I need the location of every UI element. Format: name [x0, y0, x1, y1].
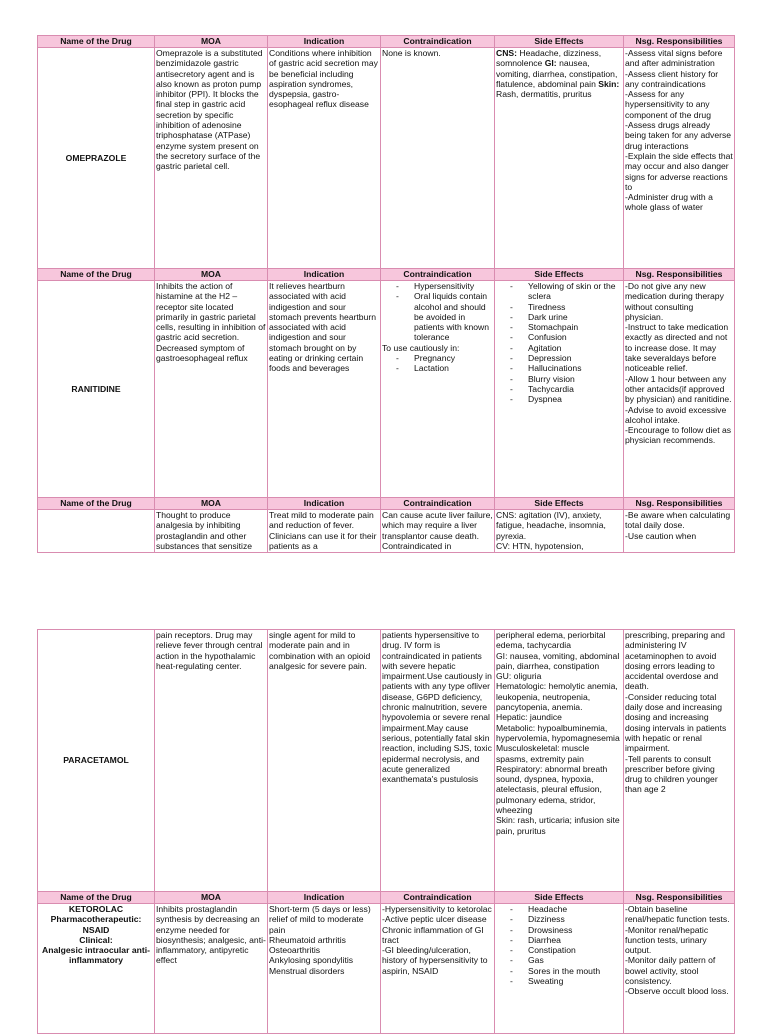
list-item: - Drowsiness: [496, 925, 622, 935]
list-item: - Gas: [496, 955, 622, 965]
moa-cell: Inhibits the action of histamine at the H2 – receptor site located primarily in gastric parietal cells, resulting in inhibition of gastric acid secretion. Decreased symptom of gastroesophageal reflux: [155, 281, 268, 498]
page-1: [37, 35, 734, 553]
header-side-effects: Side Effects: [495, 498, 624, 510]
side-effects-cell: [495, 48, 624, 269]
gi-text: nausea, vomiting, diarrhea, constipation, flatulence, abdominal pain: [496, 58, 618, 89]
header-nsg: Nsg. Responsibilities: [624, 892, 735, 904]
header-row: [38, 36, 735, 48]
side-effects-cell: peripheral edema, periorbital edema, tachycardia GI: nausea, vomiting, abdominal pain, diarrhea, constipation GU: oliguria Hematologic: hemolytic anemia, leukopenia, neutropenia, pancytopenia, anemia. Hepatic: jaundice Metabolic: hypoalbuminemia, hypervolemia, hypomagnesemia Musculoskeletal: muscle spasms, extremity pain Respiratory: abnormal breath sound, dyspnea, hypoxia, atelectasis, pleural effusion, pulmonary edema, stridor, wheezing Skin: rash, urticaria; infusion site pain, pruritus: [495, 630, 624, 892]
header-moa: MOA: [155, 269, 268, 281]
contra-list: [382, 281, 493, 343]
header-indication: Indication: [268, 36, 381, 48]
header-moa: MOA: [155, 36, 268, 48]
indication-cell: Short-term (5 days or less) relief of mild to moderate pain Rheumatoid arthritis Osteoarthritis Ankylosing spondylitis Menstrual disorders: [268, 904, 381, 1034]
table-row-paracetamol-part1: [38, 510, 735, 553]
drug-name-empty: [38, 510, 155, 553]
list-item: - Dark urine: [496, 312, 622, 322]
moa-cell: Inhibits prostaglandin synthesis by decreasing an enzyme needed for biosynthesis; analgesic, anti-inflammatory, antipyretic effect: [155, 904, 268, 1034]
drug-table-page-1: [37, 35, 735, 553]
header-row: [38, 892, 735, 904]
header-name: Name of the Drug: [38, 892, 155, 904]
contraindication-cell: [381, 281, 495, 498]
moa-cell: Omeprazole is a substituted benzimidazole gastric antisecretory agent and is also known as proton pump inhibitor (PPI). It blocks the final step in gastric acid secretion by specific inhibition of adenosine triphosphatase (ATPase) enzyme system present on the secretory surface of the gastric parietal cell.: [155, 48, 268, 269]
list-item: - Blurry vision: [496, 374, 622, 384]
cns-text: Headache, dizziness, somnolence: [496, 48, 602, 69]
page-2: [37, 629, 734, 1034]
list-item: - Oral liquids contain alcohol and should be avoided in patients with known tolerance: [382, 291, 493, 342]
header-name: Name of the Drug: [38, 36, 155, 48]
cns-label: CNS:: [496, 48, 518, 58]
list-item: - Stomachpain: [496, 322, 622, 332]
skin-label: Skin:: [598, 78, 620, 89]
list-item: - Confusion: [496, 332, 622, 342]
contraindication-cell: Can cause acute liver failure, which may require a liver transplantor cause death. Contraindicated in: [382, 510, 493, 551]
list-item: - Dyspnea: [496, 394, 622, 404]
header-nsg: Nsg. Responsibilities: [624, 36, 735, 48]
list-item: - Tachycardia: [496, 384, 622, 394]
header-indication: Indication: [268, 498, 381, 510]
contraindication-cell: None is known.: [381, 48, 495, 269]
header-row: [38, 498, 735, 510]
side-effects-list: [496, 281, 622, 405]
nsg-cell: -Assess vital signs before and after administration -Assess client history for any contraindications -Assess for any hypersensitivity to any component of the drug -Assess drugs already being taken for any adverse drug interactions -Explain the side effects that may occur and also danger signs for adverse reactions to -Administer drug with a whole glass of water: [624, 48, 735, 269]
table-row-ranitidine: [38, 281, 735, 498]
header-name: Name of the Drug: [38, 498, 155, 510]
indication-cell: It relieves heartburn associated with acid indigestion and sour stomach prevents heartburn associated with acid indigestion and sour stomach brought on by eating or drinking certain foods and beverages: [268, 281, 381, 498]
list-item: - Tiredness: [496, 302, 622, 312]
list-item: - Agitation: [496, 343, 622, 353]
table-row-omeprazole: [38, 48, 735, 269]
header-contraindication: Contraindication: [381, 498, 495, 510]
header-moa: MOA: [155, 498, 268, 510]
list-item: - Diarrhea: [496, 935, 622, 945]
list-item: - Pregnancy: [382, 353, 493, 363]
table-row-ketorolac: [38, 904, 735, 1034]
list-item: - Sweating: [496, 976, 622, 986]
caution-label: To use cautiously in:: [382, 342, 460, 353]
side-effects-cell: [495, 281, 624, 498]
header-contraindication: Contraindication: [381, 269, 495, 281]
table-row-paracetamol-part2: [38, 630, 735, 892]
indication-cell: Treat mild to moderate pain and reduction of fever. Clinicians can use it for their patients as a: [268, 510, 381, 553]
gi-label: GI:: [544, 58, 557, 69]
list-item: - Lactation: [382, 363, 493, 373]
nsg-cell: -Be aware when calculating total daily dose. -Use caution when: [624, 510, 735, 553]
nsg-cell: -Obtain baseline renal/hepatic function tests. -Monitor renal/hepatic function tests, urinary output. -Monitor daily pattern of bowel activity, stool consistency. -Observe occult blood loss.: [624, 904, 735, 1034]
nsg-cell: -Do not give any new medication during therapy without consulting physician. -Instruct to take medication exactly as directed and not to increase dose. It may take severaldays before noticeable relief. -Allow 1 hour between any other antacids(if approved by physician) and ranitidine. -Advise to avoid excessive alcohol intake. -Encourage to follow diet as physician recommends.: [624, 281, 735, 498]
header-nsg: Nsg. Responsibilities: [624, 269, 735, 281]
list-item: - Headache: [496, 904, 622, 914]
list-item: - Yellowing of skin or the sclera: [496, 281, 622, 302]
list-item: - Sores in the mouth: [496, 966, 622, 976]
moa-cell: pain receptors. Drug may relieve fever through central action in the hypothalamic heat-regulating center.: [155, 630, 268, 892]
side-effects-cell: [495, 904, 624, 1034]
moa-cell: Thought to produce analgesia by inhibiting prostaglandin and other substances that sensitize: [155, 510, 268, 553]
side-effects-cell: CNS: agitation (IV), anxiety, fatigue, headache, insomnia, pyrexia. CV: HTN, hypotension,: [495, 510, 624, 553]
drug-name-ranitidine: RANITIDINE: [38, 281, 155, 498]
side-effects-list: [496, 904, 622, 986]
nsg-cell: prescribing, preparing and administering IV acetaminophen to avoid dosing errors leading to accidental overdose and death. -Consider reducing total daily dose and increasing dosing and increasing dosing intervals in patients with hepatic or renal impairment. -Tell parents to consult prescriber before giving drug to children younger than age 2: [624, 630, 735, 892]
header-name: Name of the Drug: [38, 269, 155, 281]
header-nsg: Nsg. Responsibilities: [624, 498, 735, 510]
header-side-effects: Side Effects: [495, 36, 624, 48]
header-contraindication: Contraindication: [381, 36, 495, 48]
drug-name-paracetamol: PARACETAMOL: [38, 630, 155, 892]
skin-text: Rash, dermatitis, pruritus: [496, 89, 592, 100]
drug-name-ketorolac: KETOROLAC Pharmacotherapeutic: NSAID Clinical: Analgesic intraocular anti-inflammatory: [38, 904, 155, 1034]
contraindication-cell: patients hypersensitive to drug. IV form is contraindicated in patients with severe hepatic impairment.Use cautiously in patients with any type ofliver disease, G6PD deficiency, chronic malnutrition, severe hypovolemia or severe renal impairment.May cause serious, potentially fatal skin reaction, including SJS, toxic epidermal necrolysis, and acute generalized exanthemata's pustulosis: [381, 630, 495, 892]
list-item: - Constipation: [496, 945, 622, 955]
list-item: - Dizziness: [496, 914, 622, 924]
header-indication: Indication: [268, 269, 381, 281]
contraindication-cell: -Hypersensitivity to ketorolac -Active peptic ulcer disease Chronic inflammation of GI tract -GI bleeding/ulceration, history of hypersensitivity to aspirin, NSAID: [381, 904, 495, 1034]
header-side-effects: Side Effects: [495, 892, 624, 904]
header-side-effects: Side Effects: [495, 269, 624, 281]
list-item: - Hallucinations: [496, 363, 622, 373]
indication-cell: Conditions where inhibition of gastric acid secretion may be beneficial including aspiration syndromes, dyspepsia, gastro-esophageal reflux disease: [268, 48, 381, 269]
drug-name-omeprazole: OMEPRAZOLE: [38, 48, 155, 269]
header-row: [38, 269, 735, 281]
list-item: - Hypersensitivity: [382, 281, 493, 291]
header-contraindication: Contraindication: [381, 892, 495, 904]
drug-table-page-2: [37, 629, 735, 1034]
list-item: - Depression: [496, 353, 622, 363]
header-indication: Indication: [268, 892, 381, 904]
caution-list: [382, 353, 493, 374]
header-moa: MOA: [155, 892, 268, 904]
indication-cell: single agent for mild to moderate pain and in combination with an opioid analgesic for severe pain.: [268, 630, 381, 892]
